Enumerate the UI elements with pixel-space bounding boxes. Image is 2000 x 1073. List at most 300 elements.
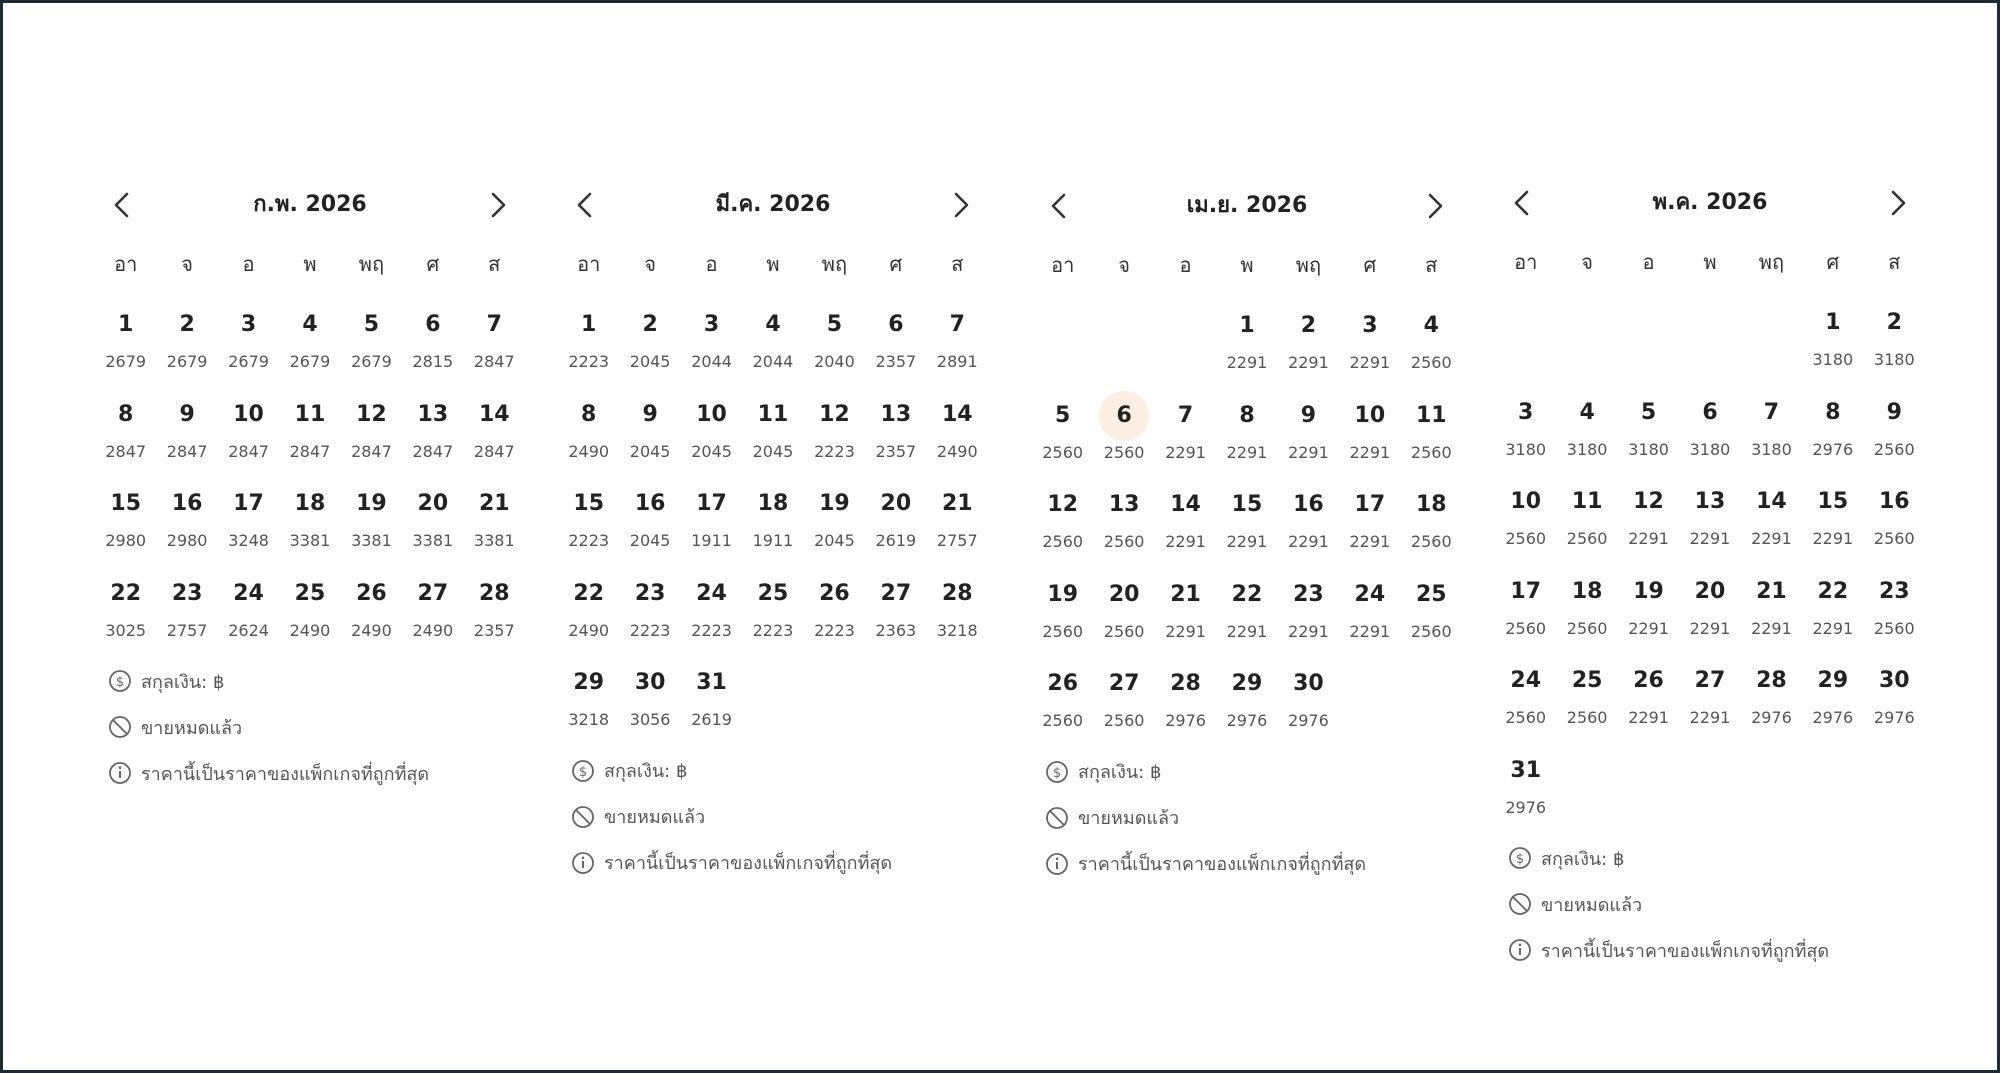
day-price: 2815 — [412, 352, 454, 371]
day-price: 2976 — [1751, 708, 1792, 727]
day-number: 20 — [417, 491, 449, 516]
day-number: 23 — [1878, 578, 1910, 604]
day-cell[interactable] — [1618, 388, 1679, 478]
day-cell[interactable] — [558, 658, 619, 748]
day-price: 2223 — [568, 352, 610, 371]
day-cell[interactable] — [558, 390, 619, 480]
empty-day-cell — [1032, 301, 1093, 391]
day-cell[interactable] — [341, 300, 402, 390]
day-number: 1 — [1825, 310, 1841, 335]
weekday-wed: พ — [1703, 250, 1717, 274]
day-price: 2560 — [1505, 529, 1547, 548]
day-price: 2560 — [1566, 618, 1608, 638]
day-cell[interactable] — [402, 300, 463, 390]
weekday-mon: จ — [644, 252, 656, 276]
day-price: 2490 — [568, 620, 610, 640]
day-price: 3180 — [1873, 350, 1915, 369]
day-price: 2560 — [1873, 439, 1915, 459]
day-price: 2291 — [1165, 442, 1206, 462]
day-cell[interactable] — [1618, 656, 1679, 746]
day-cell[interactable] — [558, 479, 619, 569]
day-cell[interactable] — [681, 300, 742, 390]
day-price: 3381 — [351, 531, 392, 550]
day-number: 30 — [1878, 668, 1910, 693]
day-grid — [1495, 298, 1925, 835]
day-cell[interactable] — [1339, 391, 1400, 481]
legend-currency-text: สกุลเงิน: ฿ — [1078, 762, 1162, 783]
day-price: 3218 — [936, 620, 978, 640]
day-number: 16 — [171, 491, 203, 516]
day-price: 2976 — [1288, 711, 1329, 730]
day-cell[interactable] — [1556, 567, 1617, 657]
day-cell[interactable] — [1278, 659, 1339, 749]
chevron-right-icon[interactable] — [944, 189, 976, 221]
day-price: 2490 — [936, 441, 978, 461]
day-number: 31 — [696, 670, 727, 695]
legend-info — [95, 750, 525, 796]
day-cell[interactable] — [1556, 656, 1617, 746]
day-cell[interactable] — [1618, 477, 1679, 567]
day-cell[interactable] — [1618, 567, 1679, 657]
day-number: 14 — [1170, 492, 1201, 517]
day-cell[interactable] — [279, 390, 340, 480]
day-price: 2291 — [1751, 618, 1792, 638]
empty-day-cell — [1679, 298, 1740, 388]
legend-currency-text: สกุลเงิน: ฿ — [1541, 848, 1625, 870]
day-cell[interactable] — [95, 569, 156, 659]
chevron-right-icon[interactable] — [1418, 190, 1450, 222]
day-cell[interactable] — [464, 569, 525, 659]
day-number: 27 — [417, 580, 449, 606]
day-cell[interactable] — [1495, 746, 1556, 836]
info-icon — [107, 760, 133, 786]
day-cell-selected[interactable] — [1093, 391, 1154, 481]
day-number: 24 — [696, 580, 727, 606]
day-price: 2679 — [289, 352, 331, 371]
day-cell[interactable] — [1278, 480, 1339, 570]
day-cell[interactable] — [619, 300, 680, 390]
day-cell[interactable] — [279, 479, 340, 569]
day-price: 2291 — [1165, 621, 1206, 641]
day-number: 22 — [573, 580, 605, 606]
svg-text:$: $ — [578, 764, 588, 780]
day-cell[interactable] — [156, 479, 217, 569]
day-number: 18 — [1415, 492, 1447, 517]
day-number: 9 — [1300, 402, 1317, 428]
day-price: 3180 — [1566, 439, 1608, 459]
day-cell[interactable] — [464, 300, 525, 390]
day-cell[interactable] — [1216, 570, 1277, 660]
weekday-tue: อ — [1179, 253, 1192, 277]
day-price: 2223 — [691, 620, 732, 640]
day-cell[interactable] — [558, 300, 619, 390]
day-cell[interactable] — [927, 390, 988, 480]
weekday-sat: ส — [1888, 250, 1901, 274]
day-cell[interactable] — [619, 569, 680, 659]
day-cell[interactable] — [1495, 477, 1556, 567]
day-number: 20 — [1108, 581, 1140, 607]
day-cell[interactable] — [1495, 567, 1556, 657]
day-cell[interactable] — [865, 479, 926, 569]
day-cell[interactable] — [341, 390, 402, 480]
day-price: 2291 — [1226, 353, 1268, 372]
day-cell[interactable] — [558, 569, 619, 659]
day-cell[interactable] — [402, 390, 463, 480]
day-price: 2291 — [1226, 532, 1268, 551]
calendar-header — [1495, 181, 1925, 225]
day-cell[interactable] — [1495, 388, 1556, 478]
day-cell[interactable] — [1741, 388, 1802, 478]
day-cell[interactable] — [1093, 570, 1154, 660]
day-number: 15 — [1231, 492, 1263, 517]
day-price: 2045 — [629, 352, 671, 371]
legend — [1495, 835, 1925, 973]
day-cell[interactable] — [95, 390, 156, 480]
day-cell[interactable] — [619, 479, 680, 569]
day-price: 3180 — [1751, 439, 1792, 459]
day-cell[interactable] — [1401, 301, 1462, 391]
day-cell[interactable] — [402, 479, 463, 569]
day-cell[interactable] — [1155, 480, 1216, 570]
day-price: 3025 — [105, 620, 147, 640]
day-cell[interactable] — [804, 300, 865, 390]
legend-currency — [558, 748, 988, 794]
day-price: 2847 — [166, 441, 208, 461]
day-cell[interactable] — [402, 569, 463, 659]
day-price: 2291 — [1628, 708, 1669, 727]
day-cell[interactable] — [1339, 301, 1400, 391]
prohibited-icon — [107, 714, 133, 740]
day-price: 2490 — [351, 620, 392, 640]
day-number: 5 — [363, 312, 380, 337]
day-cell[interactable] — [804, 390, 865, 480]
day-cell[interactable] — [1032, 480, 1093, 570]
day-cell[interactable] — [1278, 391, 1339, 481]
day-cell[interactable] — [1032, 391, 1093, 481]
day-cell[interactable] — [1401, 480, 1462, 570]
empty-day-cell — [1495, 298, 1556, 388]
day-number: 3 — [703, 312, 720, 337]
day-price: 3218 — [568, 710, 610, 729]
day-cell[interactable] — [1278, 570, 1339, 660]
info-icon — [570, 850, 596, 876]
day-number: 7 — [949, 312, 965, 337]
day-cell[interactable] — [1679, 656, 1740, 746]
day-number: 14 — [1756, 489, 1787, 514]
day-number: 18 — [757, 491, 789, 516]
day-number: 29 — [1817, 668, 1849, 693]
day-cell[interactable] — [1556, 388, 1617, 478]
day-price: 3180 — [1689, 439, 1731, 459]
day-number: 12 — [819, 401, 850, 427]
day-cell[interactable] — [1278, 301, 1339, 391]
day-price: 2223 — [752, 620, 794, 640]
chevron-right-icon[interactable] — [1881, 187, 1913, 219]
day-number: 18 — [294, 491, 326, 516]
day-cell[interactable] — [1864, 656, 1925, 746]
day-number: 14 — [941, 401, 973, 427]
day-number: 4 — [1579, 399, 1595, 425]
day-cell[interactable] — [1802, 388, 1863, 478]
day-cell[interactable] — [1679, 388, 1740, 478]
day-price: 2223 — [814, 441, 855, 461]
day-cell[interactable] — [865, 390, 926, 480]
day-number: 12 — [356, 401, 387, 427]
day-number: 26 — [356, 580, 387, 606]
day-price: 2291 — [1288, 621, 1329, 641]
day-cell[interactable] — [1032, 570, 1093, 660]
day-number: 9 — [179, 401, 195, 427]
day-price: 3180 — [1628, 439, 1669, 459]
day-cell[interactable] — [1741, 567, 1802, 657]
day-cell[interactable] — [279, 300, 340, 390]
day-cell[interactable] — [1495, 656, 1556, 746]
day-price: 3248 — [228, 531, 269, 550]
day-cell[interactable] — [1155, 391, 1216, 481]
legend-sold-out — [95, 704, 525, 750]
day-cell[interactable] — [865, 300, 926, 390]
day-price: 2291 — [1812, 529, 1854, 548]
dollar-circle-icon — [1507, 845, 1533, 871]
day-price: 3180 — [1505, 439, 1547, 459]
day-cell[interactable] — [464, 390, 525, 480]
day-price: 2291 — [1751, 529, 1792, 548]
day-price: 2291 — [1349, 532, 1391, 551]
day-number: 24 — [1354, 581, 1386, 607]
day-cell[interactable] — [1864, 298, 1925, 388]
day-price: 2560 — [1103, 532, 1145, 551]
day-number: 2 — [1886, 310, 1902, 335]
day-number: 22 — [1817, 578, 1849, 604]
day-number: 2 — [642, 312, 658, 337]
day-price: 1911 — [752, 531, 794, 550]
day-price: 2847 — [228, 441, 269, 461]
day-cell[interactable] — [218, 390, 279, 480]
day-number: 31 — [1510, 757, 1542, 783]
day-price: 2980 — [105, 531, 147, 550]
day-cell[interactable] — [218, 569, 279, 659]
day-number: 10 — [233, 401, 264, 427]
day-price: 2847 — [412, 441, 454, 461]
legend-sold-out — [558, 794, 988, 840]
day-cell[interactable] — [619, 658, 680, 748]
day-number: 8 — [1825, 399, 1841, 425]
day-number: 8 — [1239, 402, 1255, 428]
day-cell[interactable] — [1556, 477, 1617, 567]
day-cell[interactable] — [1401, 570, 1462, 660]
day-cell[interactable] — [742, 300, 803, 390]
day-number: 4 — [765, 312, 781, 337]
day-price: 2560 — [1103, 442, 1145, 462]
day-grid — [95, 300, 525, 658]
weekday-fri: ศ — [426, 252, 440, 276]
day-cell[interactable] — [1679, 567, 1740, 657]
day-price: 2044 — [691, 352, 732, 371]
day-cell[interactable] — [1216, 391, 1277, 481]
day-price: 2363 — [875, 620, 917, 640]
day-number: 16 — [1878, 489, 1910, 514]
day-number: 25 — [1571, 668, 1603, 693]
day-cell[interactable] — [681, 569, 742, 659]
day-cell[interactable] — [927, 300, 988, 390]
day-number: 26 — [1633, 668, 1664, 693]
day-cell[interactable] — [681, 658, 742, 748]
day-cell[interactable] — [1216, 480, 1277, 570]
legend-info-text: ราคานี้เป็นราคาของแพ็กเกจที่ถูกที่สุด — [604, 853, 893, 874]
day-number: 3 — [1362, 313, 1378, 338]
day-cell[interactable] — [804, 479, 865, 569]
day-cell[interactable] — [1864, 477, 1925, 567]
day-cell[interactable] — [1679, 477, 1740, 567]
weekday-sat: ส — [488, 252, 501, 276]
day-number: 28 — [941, 580, 973, 606]
day-cell[interactable] — [341, 569, 402, 659]
day-cell[interactable] — [1864, 388, 1925, 478]
month-title: เม.ย. 2026 — [1186, 193, 1308, 218]
day-price: 2976 — [1505, 797, 1547, 817]
day-number: 23 — [1293, 581, 1324, 607]
day-price: 2560 — [1873, 618, 1915, 638]
day-cell[interactable] — [1802, 477, 1863, 567]
day-cell[interactable] — [742, 569, 803, 659]
legend — [1032, 749, 1462, 887]
day-cell[interactable] — [1339, 480, 1400, 570]
day-number: 3 — [240, 312, 257, 337]
day-cell[interactable] — [681, 479, 742, 569]
legend-info — [1032, 841, 1462, 887]
legend-sold-out-text: ขายหมดแล้ว — [1078, 808, 1180, 829]
day-number: 19 — [356, 491, 387, 516]
day-cell[interactable] — [218, 300, 279, 390]
day-cell[interactable] — [1155, 659, 1216, 749]
day-price: 2560 — [1410, 532, 1452, 551]
day-cell[interactable] — [1339, 570, 1400, 660]
day-price: 2040 — [814, 352, 855, 371]
day-number: 5 — [1055, 402, 1071, 428]
day-cell[interactable] — [1093, 480, 1154, 570]
day-number: 4 — [302, 312, 318, 337]
day-cell[interactable] — [927, 479, 988, 569]
day-cell[interactable] — [1741, 656, 1802, 746]
chevron-right-icon[interactable] — [481, 189, 513, 221]
day-number: 15 — [1817, 489, 1849, 514]
day-price: 3381 — [473, 531, 515, 550]
legend-currency — [1032, 749, 1462, 795]
calendar-header — [95, 183, 525, 227]
day-cell[interactable] — [1802, 656, 1863, 746]
day-cell[interactable] — [1401, 391, 1462, 481]
day-price: 2045 — [629, 441, 671, 461]
day-number: 10 — [1354, 402, 1386, 428]
day-cell[interactable] — [341, 479, 402, 569]
day-price: 2980 — [166, 531, 208, 550]
weekday-tue: อ — [705, 252, 718, 276]
day-price: 2223 — [814, 620, 855, 640]
weekday-wed: พ — [1240, 253, 1254, 277]
day-cell[interactable] — [464, 479, 525, 569]
weekday-sun: อา — [1051, 253, 1075, 277]
day-price: 2560 — [1042, 621, 1084, 641]
weekday-fri: ศ — [1826, 250, 1840, 274]
day-price: 1911 — [691, 531, 732, 550]
weekday-wed: พ — [303, 252, 317, 276]
legend-currency-text: สกุลเงิน: ฿ — [604, 761, 688, 782]
day-cell[interactable] — [1864, 567, 1925, 657]
day-number: 6 — [425, 312, 441, 337]
day-cell[interactable] — [95, 479, 156, 569]
day-price: 2560 — [1505, 618, 1547, 638]
day-cell[interactable] — [1741, 477, 1802, 567]
day-number: 6 — [888, 312, 904, 337]
day-grid — [558, 300, 988, 748]
day-price: 2976 — [1812, 439, 1854, 459]
day-cell[interactable] — [1802, 567, 1863, 657]
day-cell[interactable] — [1093, 659, 1154, 749]
weekday-row — [1495, 247, 1925, 277]
day-cell[interactable] — [1802, 298, 1863, 388]
day-price: 2976 — [1812, 708, 1854, 727]
day-price: 2847 — [289, 441, 331, 461]
day-cell[interactable] — [865, 569, 926, 659]
day-cell[interactable] — [156, 569, 217, 659]
day-cell[interactable] — [156, 390, 217, 480]
day-cell[interactable] — [1155, 570, 1216, 660]
day-number: 16 — [634, 491, 666, 516]
day-number: 11 — [1571, 489, 1603, 514]
day-number: 12 — [1047, 492, 1079, 517]
day-cell[interactable] — [804, 569, 865, 659]
day-number: 26 — [1047, 671, 1079, 696]
day-price: 2045 — [629, 531, 671, 550]
day-cell[interactable] — [927, 569, 988, 659]
day-cell[interactable] — [1216, 301, 1277, 391]
day-price: 2357 — [875, 352, 917, 371]
day-price: 2357 — [473, 620, 515, 640]
day-cell[interactable] — [218, 479, 279, 569]
day-number: 22 — [1231, 581, 1263, 607]
day-cell[interactable] — [1032, 659, 1093, 749]
weekday-mon: จ — [1581, 250, 1593, 274]
day-number: 19 — [1633, 578, 1664, 604]
day-cell[interactable] — [279, 569, 340, 659]
day-number: 17 — [696, 491, 727, 516]
prohibited-icon — [1044, 805, 1070, 831]
day-number: 15 — [573, 491, 605, 516]
day-number: 15 — [110, 491, 142, 516]
day-price: 2291 — [1349, 353, 1391, 372]
day-cell[interactable] — [742, 479, 803, 569]
legend-sold-out-text: ขายหมดแล้ว — [604, 807, 706, 828]
day-cell[interactable] — [95, 300, 156, 390]
day-number: 13 — [880, 401, 912, 427]
legend-sold-out — [1495, 881, 1925, 927]
day-cell[interactable] — [681, 390, 742, 480]
day-price: 2223 — [568, 531, 610, 550]
day-number: 10 — [696, 401, 727, 427]
weekday-sun: อา — [577, 252, 601, 276]
legend-info-text: ราคานี้เป็นราคาของแพ็กเกจที่ถูกที่สุด — [141, 763, 430, 785]
day-price: 2045 — [752, 441, 794, 461]
day-price: 2624 — [228, 620, 269, 640]
day-cell[interactable] — [1216, 659, 1277, 749]
empty-day-cell — [1155, 301, 1216, 391]
day-cell[interactable] — [619, 390, 680, 480]
weekday-thu: พฤ — [1758, 250, 1785, 274]
day-number: 1 — [581, 312, 597, 337]
day-cell[interactable] — [156, 300, 217, 390]
legend-info-text: ราคานี้เป็นราคาของแพ็กเกจที่ถูกที่สุด — [1541, 940, 1830, 962]
day-cell[interactable] — [742, 390, 803, 480]
